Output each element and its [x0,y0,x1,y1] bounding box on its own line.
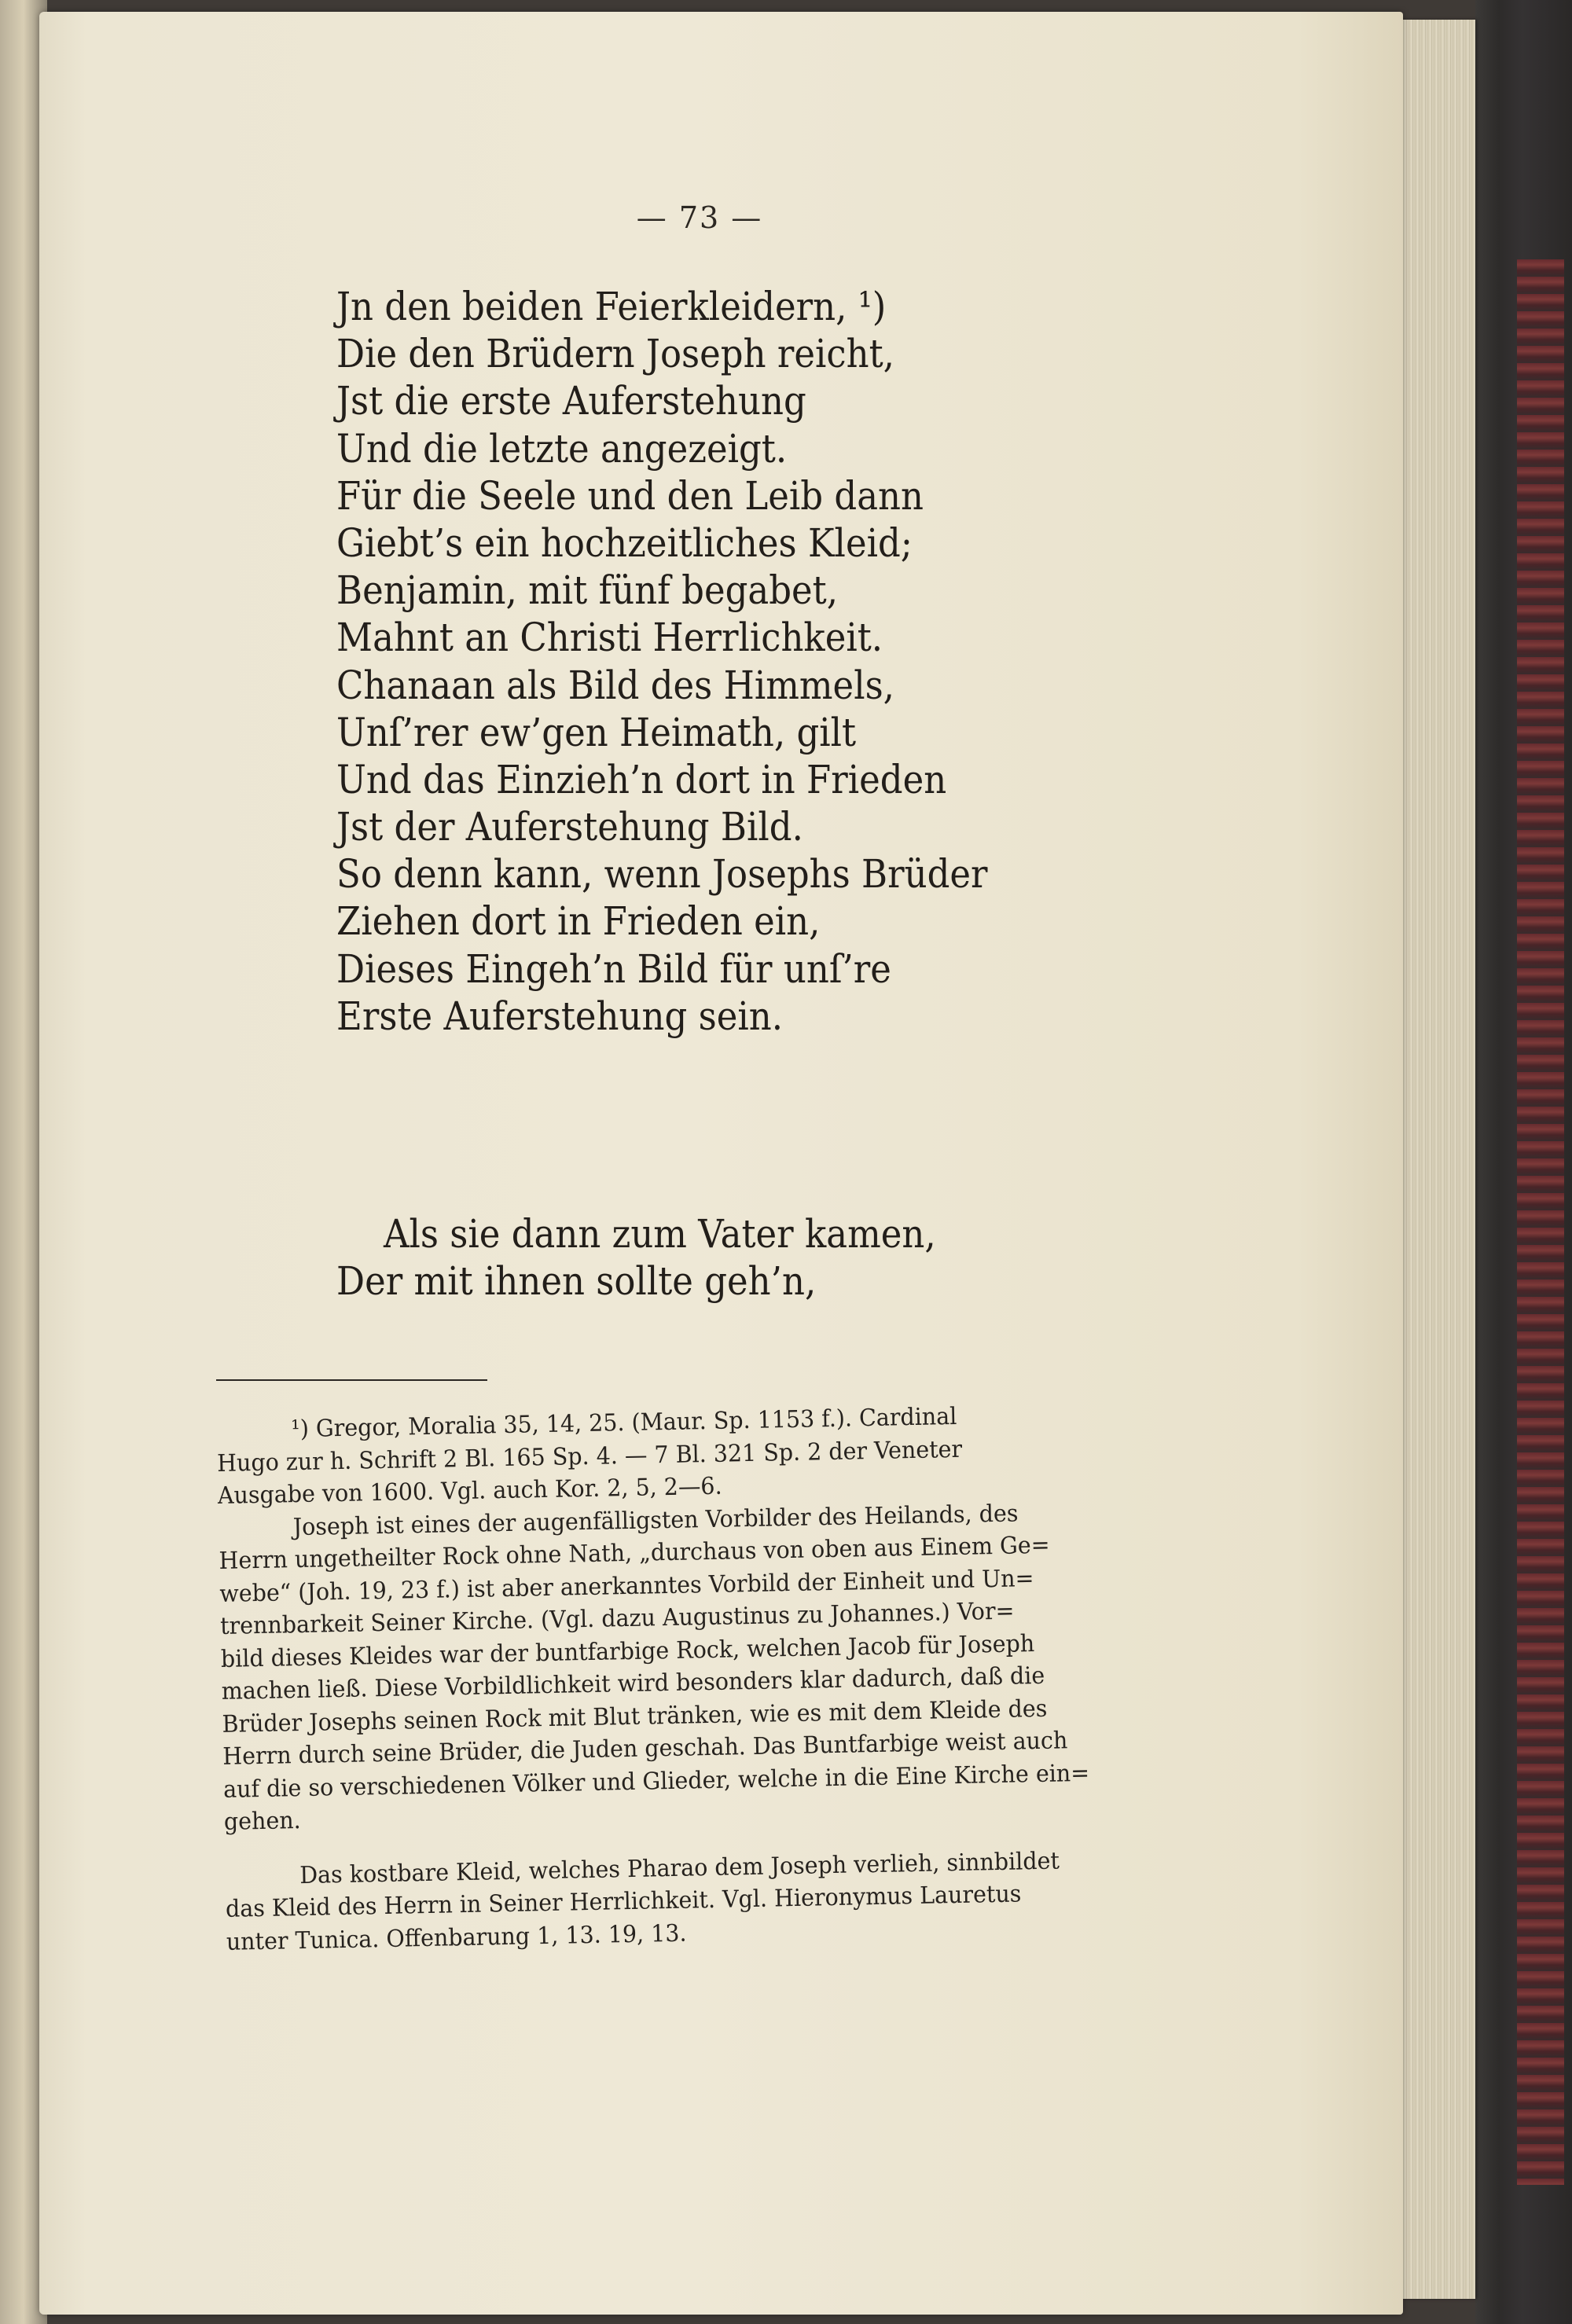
book-page [39,12,1403,2315]
page-stack-edges [1401,20,1475,2299]
verse-line: Jst der Auferstehung Bild. [336,804,803,850]
cover-marbled-edge [1517,259,1564,2185]
verse-line: Giebt’s ein hochzeitliches Kleid; [336,520,913,566]
footnote-line: unter Tunica. Offenbarung 1, 13. 19, 13. [226,1919,687,1956]
footnotes [216,1394,1272,1958]
footnote-separator [216,1379,487,1381]
footnote-line: trennbarkeit Seiner Kirche. (Vgl. dazu Augustinus zu Johannes.) Vor= [219,1597,1015,1640]
verse-line: Dieses Eingeh’n Bild für unſ’re [336,945,891,992]
footnote-line: Herrn ungetheilter Rock ohne Nath, „durchaus von oben aus Einem Ge= [219,1531,1050,1575]
verse-line: Unſ’rer ew’gen Heimath, gilt [336,709,857,755]
footnote-line: Ausgabe von 1600. Vgl. auch Kor. 2, 5, 2—6. [217,1472,722,1510]
footnote-line: machen ließ. Diese Vorbildlichkeit wird besonders klar dadurch, daß die [221,1661,1045,1705]
footnote-line: Hugo zur h. Schrift 2 Bl. 165 Sp. 4. — 7 Bl. 321 Sp. 2 der Veneter [216,1435,963,1478]
verse-line: Für die Seele und den Leib dann [336,472,924,519]
poem-stanza-1 [336,283,1201,1040]
verse-line: Erste Auferstehung sein. [336,993,784,1039]
footnote-line: gehen. [223,1807,302,1836]
poem-stanza-2 [336,1210,1201,1305]
footnote-line: Herrn durch seine Brüder, die Juden geschah. Das Buntfarbige weist auch [222,1727,1068,1771]
footnote-line: ¹) Gregor, Moralia 35, 14, 25. (Maur. Sp. 1153 f.). Cardinal [291,1402,957,1444]
footnote-line: bild dieses Kleides war der buntfarbige Rock, welchen Jacob für Joseph [220,1629,1035,1673]
verse-line: Ziehen dort in Frieden ein, [336,898,821,945]
verse-line: Mahnt an Christi Herrlichkeit. [336,615,883,661]
footnote-line: Joseph ist eines der augenfälligsten Vorbilder des Heilands, des [292,1499,1019,1541]
footnote-line: webe“ (Joh. 19, 23 f.) ist aber anerkanntes Vorbild der Einheit und Un= [219,1564,1034,1608]
verse-line: Und das Einzieh’n dort in Frieden [336,756,947,802]
page-number: — 73 — [636,200,763,235]
footnote-line: Das kostbare Kleid, welches Pharao dem Joseph verlieh, sinnbildet [299,1847,1060,1889]
verse-line: So denn kann, wenn Josephs Brüder [336,851,988,898]
footnote-line: auf die so verschiedenen Völker und Glieder, welche in die Eine Kirche ein= [222,1759,1090,1804]
verse-line: Und die letzte angezeigt. [336,425,788,472]
verse-line: Die den Brüdern Joseph reicht, [336,331,894,377]
footnote-line: das Kleid des Herrn in Seiner Herrlichkeit. Vgl. Hieronymus Lauretus [225,1880,1022,1923]
verse-line: Benjamin, mit fünf begabet, [336,567,839,614]
verse-line: Jst die erste Auferstehung [336,378,806,424]
footnote-line: Brüder Josephs seinen Rock mit Blut tränken, wie es mit dem Kleide des [222,1694,1048,1738]
verse-line: Als sie dann zum Vater kamen, [384,1211,936,1257]
verse-line: Chanaan als Bild des Himmels, [336,662,894,708]
verse-line: Jn den beiden Feierkleidern, ¹) [336,284,887,329]
verse-line: Der mit ihnen sollte geh’n, [336,1258,817,1305]
